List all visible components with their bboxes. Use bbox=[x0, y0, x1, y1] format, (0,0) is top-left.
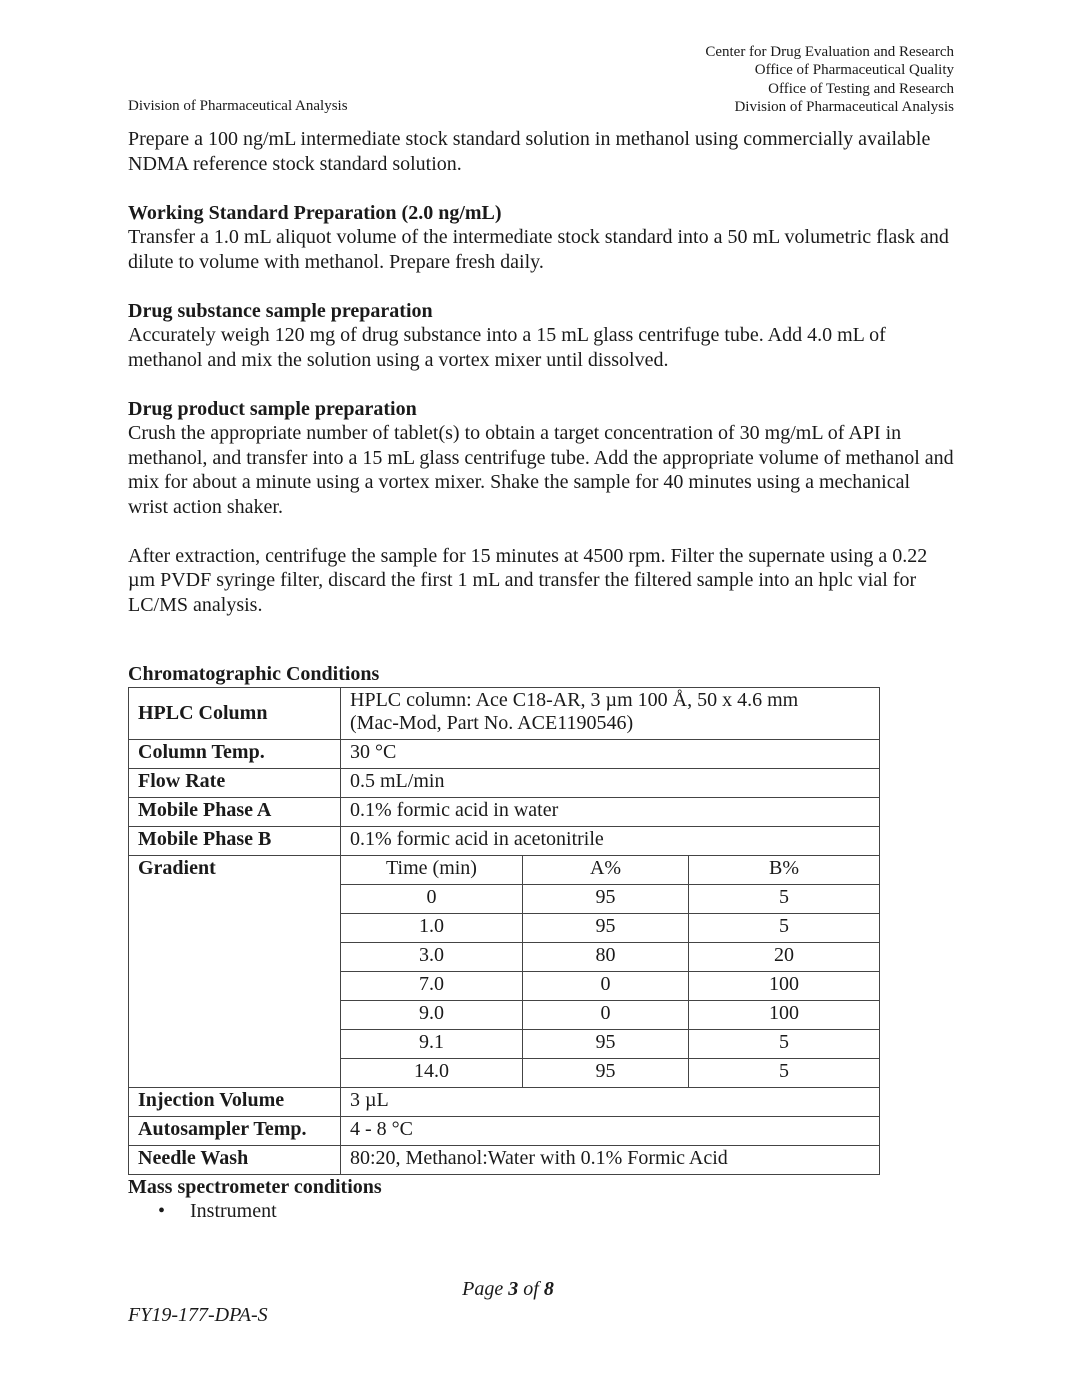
mass-spec-title: Mass spectrometer conditions bbox=[128, 1175, 382, 1198]
autosampler-temp-label: Autosampler Temp. bbox=[129, 1116, 341, 1145]
gradient-time: 1.0 bbox=[341, 913, 523, 942]
gradient-row bbox=[341, 1058, 879, 1087]
table-row bbox=[129, 826, 880, 855]
intro-paragraph: Prepare a 100 ng/mL intermediate stock standard solution in methanol using commercially available NDMA reference stock standard solution. bbox=[128, 128, 931, 175]
flow-rate-value: 0.5 mL/min bbox=[341, 768, 880, 797]
hplc-column-label: HPLC Column bbox=[129, 687, 341, 739]
section-heading-drug-substance: Drug substance sample preparation bbox=[128, 299, 433, 322]
gradient-b: 20 bbox=[689, 942, 880, 971]
mobile-phase-b-label: Mobile Phase B bbox=[129, 826, 341, 855]
list-item bbox=[128, 1199, 954, 1224]
mobile-phase-a-label: Mobile Phase A bbox=[129, 797, 341, 826]
injection-volume-value: 3 µL bbox=[341, 1087, 880, 1116]
gradient-header-time: Time (min) bbox=[341, 856, 523, 885]
gradient-time: 3.0 bbox=[341, 942, 523, 971]
needle-wash-value: 80:20, Methanol:Water with 0.1% Formic Acid bbox=[341, 1145, 880, 1174]
table-row bbox=[129, 855, 880, 1087]
autosampler-temp-value: 4 - 8 °C bbox=[341, 1116, 880, 1145]
gradient-header-row bbox=[341, 856, 879, 885]
hplc-column-value-line2: (Mac-Mod, Part No. ACE1190546) bbox=[350, 711, 634, 734]
page-current: 3 bbox=[508, 1278, 519, 1300]
header-line-office-quality: Office of Pharmaceutical Quality bbox=[754, 62, 954, 79]
page-number bbox=[0, 1278, 1016, 1301]
document-body bbox=[128, 127, 954, 1224]
gradient-row bbox=[341, 913, 879, 942]
chromatographic-table bbox=[128, 687, 880, 1175]
column-temp-label: Column Temp. bbox=[129, 739, 341, 768]
bullet-icon: • bbox=[158, 1200, 166, 1222]
table-row bbox=[129, 1116, 880, 1145]
gradient-row bbox=[341, 942, 879, 971]
extraction-paragraph: After extraction, centrifuge the sample for 15 minutes at 4500 rpm. Filter the supernate using a 0.22 µm PVDF syringe filter, discard the first 1 mL and transfer the filtered sample into an hplc vial for LC/MS analysis. bbox=[128, 544, 928, 616]
table-row bbox=[129, 768, 880, 797]
bullet-text-instrument: Instrument bbox=[190, 1200, 277, 1222]
gradient-header-b: B% bbox=[689, 856, 880, 885]
column-temp-value: 30 °C bbox=[341, 739, 880, 768]
hplc-column-value bbox=[341, 687, 880, 739]
gradient-a: 95 bbox=[523, 1029, 689, 1058]
mobile-phase-a-value: 0.1% formic acid in water bbox=[341, 797, 880, 826]
page-total: 8 bbox=[543, 1278, 554, 1300]
gradient-b: 100 bbox=[689, 1000, 880, 1029]
gradient-row bbox=[341, 884, 879, 913]
gradient-time: 7.0 bbox=[341, 971, 523, 1000]
gradient-b: 5 bbox=[689, 884, 880, 913]
header-right bbox=[705, 43, 954, 116]
page-word: Page bbox=[462, 1278, 504, 1300]
gradient-time: 14.0 bbox=[341, 1058, 523, 1087]
gradient-table bbox=[341, 856, 879, 1087]
gradient-label: Gradient bbox=[129, 855, 341, 1087]
gradient-a: 95 bbox=[523, 884, 689, 913]
gradient-a: 95 bbox=[523, 1058, 689, 1087]
mobile-phase-b-value: 0.1% formic acid in acetonitrile bbox=[341, 826, 880, 855]
header-line-center: Center for Drug Evaluation and Research bbox=[705, 44, 954, 60]
gradient-b: 5 bbox=[689, 1058, 880, 1087]
document-id: FY19-177-DPA-S bbox=[128, 1304, 268, 1326]
gradient-b: 5 bbox=[689, 913, 880, 942]
table-row bbox=[129, 739, 880, 768]
table-row bbox=[129, 797, 880, 826]
gradient-b: 100 bbox=[689, 971, 880, 1000]
gradient-row bbox=[341, 971, 879, 1000]
injection-volume-label: Injection Volume bbox=[129, 1087, 341, 1116]
header-line-division: Division of Pharmaceutical Analysis bbox=[734, 98, 954, 115]
gradient-b: 5 bbox=[689, 1029, 880, 1058]
header-line-office-testing: Office of Testing and Research bbox=[768, 80, 954, 97]
gradient-row bbox=[341, 1029, 879, 1058]
section-heading-drug-product: Drug product sample preparation bbox=[128, 397, 417, 420]
of-word: of bbox=[523, 1278, 539, 1300]
section-heading-working-standard: Working Standard Preparation (2.0 ng/mL) bbox=[128, 201, 502, 224]
gradient-time: 0 bbox=[341, 884, 523, 913]
gradient-row bbox=[341, 1000, 879, 1029]
gradient-cell bbox=[341, 855, 880, 1087]
section-body-working-standard: Transfer a 1.0 mL aliquot volume of the intermediate stock standard into a 50 mL volumetric flask and dilute to volume with methanol. Prepare fresh daily. bbox=[128, 226, 949, 273]
table-row bbox=[129, 687, 880, 739]
gradient-time: 9.0 bbox=[341, 1000, 523, 1029]
header-left: Division of Pharmaceutical Analysis bbox=[128, 98, 348, 114]
needle-wash-label: Needle Wash bbox=[129, 1145, 341, 1174]
gradient-header-a: A% bbox=[523, 856, 689, 885]
gradient-a: 95 bbox=[523, 913, 689, 942]
gradient-a: 0 bbox=[523, 1000, 689, 1029]
gradient-a: 0 bbox=[523, 971, 689, 1000]
chromatographic-title: Chromatographic Conditions bbox=[128, 663, 380, 685]
table-row bbox=[129, 1145, 880, 1174]
flow-rate-label: Flow Rate bbox=[129, 768, 341, 797]
section-body-drug-substance: Accurately weigh 120 mg of drug substance into a 15 mL glass centrifuge tube. Add 4.0 mL of methanol and mix the solution using a vortex mixer until dissolved. bbox=[128, 324, 886, 371]
hplc-column-value-line1: HPLC column: Ace C18-AR, 3 µm 100 Å, 50 x 4.6 mm bbox=[350, 688, 799, 711]
table-row bbox=[129, 1087, 880, 1116]
gradient-a: 80 bbox=[523, 942, 689, 971]
gradient-time: 9.1 bbox=[341, 1029, 523, 1058]
section-body-drug-product: Crush the appropriate number of tablet(s) to obtain a target concentration of 30 mg/mL of API in methanol, and transfer into a 15 mL glass centrifuge tube. Add the appropriate volume of methanol and mix for about a minute using a vortex mixer. Shake the sample for 40 minutes using a mechanical wrist action shaker. bbox=[128, 422, 954, 518]
